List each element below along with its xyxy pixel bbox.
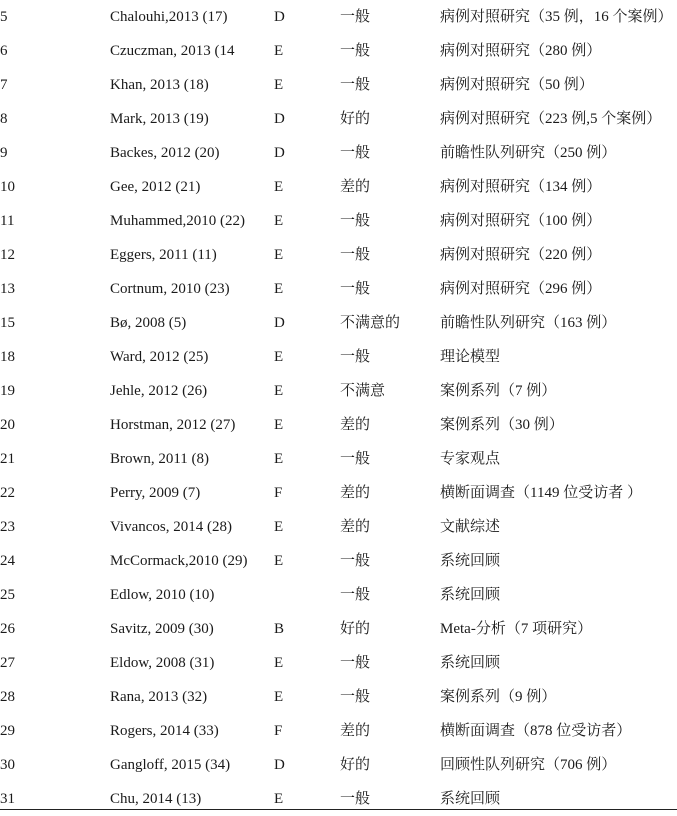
- study-quality: 差的: [340, 485, 371, 501]
- row-number: 7: [0, 77, 8, 93]
- study-citation: Eggers, 2011 (11): [110, 247, 217, 263]
- study-citation: Perry, 2009 (7): [110, 485, 201, 501]
- row-number: 29: [0, 723, 15, 739]
- row-number: 28: [0, 689, 15, 705]
- study-quality: 一般: [340, 9, 371, 25]
- evidence-grade: [274, 578, 340, 612]
- row-number: 26: [0, 621, 15, 637]
- table-row: [0, 782, 677, 816]
- evidence-grade: E: [274, 77, 284, 93]
- study-citation: Ward, 2012 (25): [110, 349, 209, 365]
- study-citation: Mark, 2013 (19): [110, 111, 209, 127]
- row-number: 10: [0, 179, 15, 195]
- evidence-grade: E: [274, 213, 284, 229]
- evidence-grade: E: [274, 43, 284, 59]
- study-quality: 一般: [340, 791, 371, 807]
- evidence-grade: E: [274, 451, 284, 467]
- study-quality: 一般: [340, 689, 371, 705]
- study-design: 系统回顾: [440, 587, 501, 603]
- study-citation: Gangloff, 2015 (34): [110, 757, 231, 773]
- row-number: 6: [0, 43, 8, 59]
- table-row: [0, 408, 677, 442]
- evidence-grade: E: [274, 417, 284, 433]
- study-design: 横断面调查（878 位受访者）: [440, 723, 632, 739]
- row-number: 30: [0, 757, 15, 773]
- study-design: 病例对照研究（50 例）: [440, 77, 594, 93]
- table-bottom-rule: [0, 809, 677, 810]
- evidence-grade: B: [274, 621, 285, 637]
- evidence-grade: D: [274, 9, 285, 25]
- table-row: [0, 578, 677, 612]
- evidence-grade: E: [274, 689, 284, 705]
- study-quality: 一般: [340, 43, 371, 59]
- study-citation: Eldow, 2008 (31): [110, 655, 215, 671]
- study-quality: 一般: [340, 145, 371, 161]
- study-quality: 好的: [340, 757, 371, 773]
- study-quality: 一般: [340, 213, 371, 229]
- study-design: 病例对照研究（223 例,5 个案例）: [440, 111, 662, 127]
- table-row: [0, 374, 677, 408]
- study-design: 病例对照研究（220 例）: [440, 247, 602, 263]
- study-quality: 一般: [340, 77, 371, 93]
- study-design: 病例对照研究（35 例，16 个案例）: [440, 9, 673, 25]
- table-row: [0, 204, 677, 238]
- study-design: 专家观点: [440, 451, 501, 467]
- evidence-grade: F: [274, 485, 283, 501]
- evidence-grade: F: [274, 723, 283, 739]
- study-citation: McCormack,2010 (29): [110, 553, 248, 569]
- study-citation: Jehle, 2012 (26): [110, 383, 208, 399]
- study-design: 病例对照研究（134 例）: [440, 179, 602, 195]
- study-design: 案例系列（30 例）: [440, 417, 564, 433]
- study-quality: 一般: [340, 281, 371, 297]
- study-citation: Muhammed,2010 (22): [110, 213, 245, 229]
- study-quality: 差的: [340, 519, 371, 535]
- row-number: 25: [0, 587, 15, 603]
- evidence-grade: E: [274, 519, 284, 535]
- evidence-grade: E: [274, 791, 284, 807]
- evidence-grade: E: [274, 383, 284, 399]
- study-citation: Edlow, 2010 (10): [110, 587, 215, 603]
- study-quality: 一般: [340, 655, 371, 671]
- study-citation: Khan, 2013 (18): [110, 77, 209, 93]
- study-quality: 差的: [340, 417, 371, 433]
- study-quality: 一般: [340, 247, 371, 263]
- row-number: 13: [0, 281, 15, 297]
- table-row: [0, 238, 677, 272]
- table-row: [0, 680, 677, 714]
- study-citation: Cortnum, 2010 (23): [110, 281, 230, 297]
- study-citation: Chu, 2014 (13): [110, 791, 202, 807]
- table-row: [0, 68, 677, 102]
- evidence-grade: E: [274, 281, 284, 297]
- study-design: Meta-分析（7 项研究）: [440, 621, 593, 637]
- table-row: [0, 136, 677, 170]
- study-design: 系统回顾: [440, 655, 501, 671]
- table-row: [0, 102, 677, 136]
- study-citation: Gee, 2012 (21): [110, 179, 201, 195]
- row-number: 15: [0, 315, 15, 331]
- table-row: [0, 612, 677, 646]
- row-number: 18: [0, 349, 15, 365]
- row-number: 27: [0, 655, 15, 671]
- study-quality: 好的: [340, 621, 371, 637]
- study-quality: 一般: [340, 587, 371, 603]
- study-design: 案例系列（9 例）: [440, 689, 557, 705]
- study-citation: Bø, 2008 (5): [110, 315, 187, 331]
- row-number: 23: [0, 519, 15, 535]
- evidence-grade: E: [274, 247, 284, 263]
- table-row: [0, 476, 677, 510]
- table-row: [0, 306, 677, 340]
- study-design: 前瞻性队列研究（163 例）: [440, 315, 617, 331]
- study-quality: 差的: [340, 723, 371, 739]
- table-row: [0, 544, 677, 578]
- study-quality: 一般: [340, 553, 371, 569]
- study-design: 回顾性队列研究（706 例）: [440, 757, 617, 773]
- row-number: 8: [0, 111, 8, 127]
- study-citation: Chalouhi,2013 (17): [110, 9, 228, 25]
- row-number: 22: [0, 485, 15, 501]
- evidence-grade: E: [274, 179, 284, 195]
- study-citation: Rana, 2013 (32): [110, 689, 208, 705]
- evidence-grade: D: [274, 757, 285, 773]
- study-design: 案例系列（7 例）: [440, 383, 557, 399]
- table-row: [0, 170, 677, 204]
- study-design: 系统回顾: [440, 791, 501, 807]
- study-citation: Rogers, 2014 (33): [110, 723, 219, 739]
- study-quality: 一般: [340, 349, 371, 365]
- row-number: 31: [0, 791, 15, 807]
- row-number: 11: [0, 213, 15, 229]
- table-row: [0, 442, 677, 476]
- table-row: [0, 646, 677, 680]
- study-design: 系统回顾: [440, 553, 501, 569]
- study-quality: 不满意的: [340, 315, 401, 331]
- study-quality: 好的: [340, 111, 371, 127]
- table-row: [0, 34, 677, 68]
- study-citation: Savitz, 2009 (30): [110, 621, 214, 637]
- evidence-grade: E: [274, 349, 284, 365]
- study-citation: Brown, 2011 (8): [110, 451, 210, 467]
- table-row: [0, 340, 677, 374]
- table-row: [0, 714, 677, 748]
- row-number: 20: [0, 417, 15, 433]
- study-design: 病例对照研究（296 例）: [440, 281, 602, 297]
- study-quality: 差的: [340, 179, 371, 195]
- table-row: [0, 510, 677, 544]
- study-design: 病例对照研究（100 例）: [440, 213, 602, 229]
- table-row: [0, 272, 677, 306]
- study-citation: Vivancos, 2014 (28): [110, 519, 232, 535]
- table-row: [0, 0, 677, 34]
- row-number: 19: [0, 383, 15, 399]
- study-quality: 不满意: [340, 383, 386, 399]
- study-design: 理论模型: [440, 349, 501, 365]
- study-quality: 一般: [340, 451, 371, 467]
- table-row: [0, 748, 677, 782]
- study-citation: Backes, 2012 (20): [110, 145, 220, 161]
- row-number: 12: [0, 247, 15, 263]
- evidence-grade: E: [274, 553, 284, 569]
- row-number: 21: [0, 451, 15, 467]
- row-number: 24: [0, 553, 15, 569]
- evidence-grade: D: [274, 315, 285, 331]
- evidence-grade: E: [274, 655, 284, 671]
- study-citation: Horstman, 2012 (27): [110, 417, 236, 433]
- study-design: 横断面调查（1149 位受访者 ）: [440, 485, 642, 501]
- row-number: 5: [0, 9, 8, 25]
- row-number: 9: [0, 145, 8, 161]
- study-design: 病例对照研究（280 例）: [440, 43, 602, 59]
- study-citation: Czuczman, 2013 (14: [110, 43, 235, 59]
- study-design: 文献综述: [440, 519, 501, 535]
- evidence-grade: D: [274, 111, 285, 127]
- study-design: 前瞻性队列研究（250 例）: [440, 145, 617, 161]
- evidence-grade: D: [274, 145, 285, 161]
